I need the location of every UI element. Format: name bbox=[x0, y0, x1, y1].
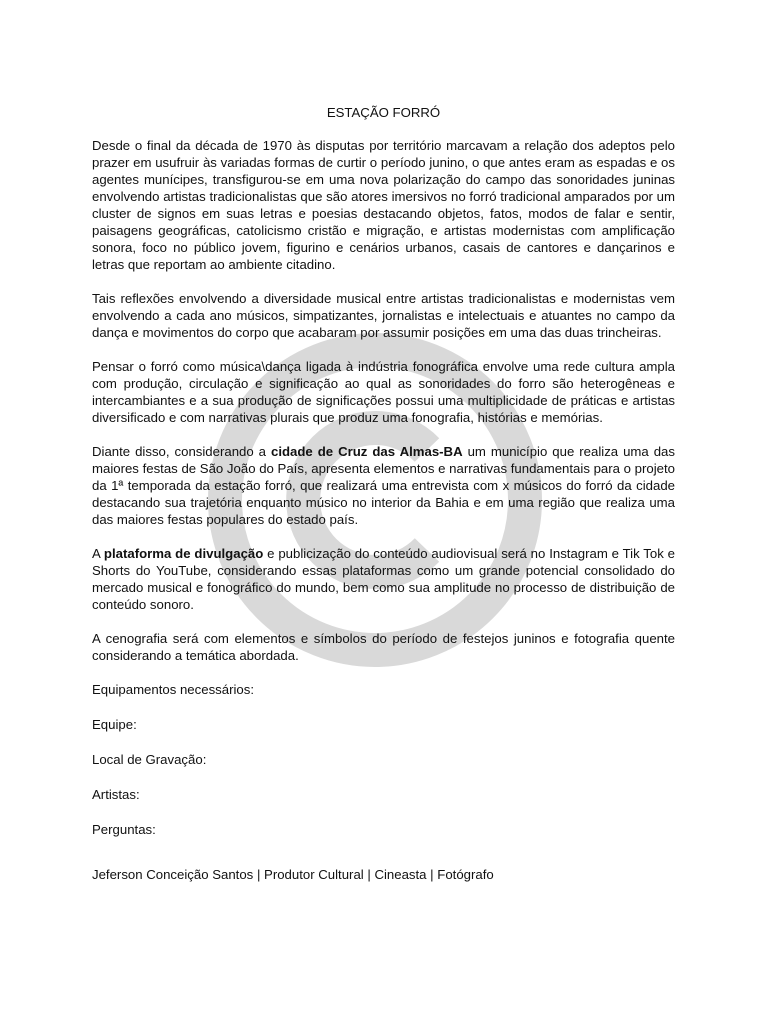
form-field-label: Local de Gravação: bbox=[92, 752, 207, 767]
form-field-label: Perguntas: bbox=[92, 822, 156, 837]
fields-container bbox=[92, 681, 675, 838]
document-body bbox=[92, 104, 675, 883]
body-paragraph bbox=[92, 443, 675, 528]
paragraph-text: um município que realiza uma das maiores festas de São João do País, apresenta elementos e narrativas fundamentais para o projeto da 1ª temporada da estação forró, que realizará uma entrevista com x músicos do forró da cidade destacando sua trajetória enquanto músico no interior da Bahia e em uma região que realiza uma das maiores festas populares do estado país. bbox=[92, 444, 675, 527]
form-field-label: Equipe: bbox=[92, 717, 137, 732]
document-title: ESTAÇÃO FORRÓ bbox=[326, 105, 441, 120]
paragraph-text: e publicização do conteúdo audiovisual será no Instagram e Tik Tok e Shorts do YouTube, considerando essas plataformas como um grande potencial consolidado do mercado musical e fonográfico do mundo, bem como sua amplitude no processo de distribuição de conteúdo sonoro. bbox=[92, 546, 676, 612]
signature-line: Jeferson Conceição Santos | Produtor Cultural | Cineasta | Fotógrafo bbox=[92, 867, 494, 882]
body-paragraph bbox=[92, 290, 675, 341]
bold-phrase: cidade de Cruz das Almas-BA bbox=[270, 444, 463, 459]
paragraph-text: Tais reflexões envolvendo a diversidade musical entre artistas tradicionalistas e modernistas vem envolvendo a cada ano músicos, simpatizantes, jornalistas e intelectuais e atuantes no campo da dança e movimentos do corpo que acabaram por assumir posições em uma das duas trincheiras. bbox=[92, 291, 675, 340]
paragraph-text: Diante disso, considerando a bbox=[92, 444, 271, 459]
paragraph-text: Pensar o forró como música\dança ligada à indústria fonográfica envolve uma rede cultura ampla com produção, circulação e significação ao qual as sonoridades do forro são heterogêneas e intercambiantes e a sua produção de significações possui uma multiplicidade de práticas e artistas diversificado e com narrativas plurais que produz uma fonografia, histórias e memórias. bbox=[92, 359, 675, 425]
form-field-label: Artistas: bbox=[92, 787, 140, 802]
body-paragraph bbox=[92, 630, 675, 664]
paragraph-text: A cenografia será com elementos e símbolos do período de festejos juninos e fotografia quente considerando a temática abordada. bbox=[92, 631, 675, 663]
paragraph-text: A bbox=[92, 546, 104, 561]
paragraphs-container bbox=[92, 137, 675, 664]
body-paragraph bbox=[92, 545, 675, 613]
bold-phrase: plataforma de divulgação bbox=[103, 546, 264, 561]
body-paragraph bbox=[92, 137, 675, 273]
body-paragraph bbox=[92, 358, 675, 426]
form-field-label: Equipamentos necessários: bbox=[92, 682, 255, 697]
paragraph-text: Desde o final da década de 1970 às disputas por território marcavam a relação dos adeptos pelo prazer em usufruir às variadas formas de curtir o período junino, o que antes eram as espadas e os agentes munícipes, transfigurou-se em uma nova polarização do campo das sonoridades juninas envolvendo artistas tradicionalistas que são atores imersivos no forró tradicional amparados por um cluster de signos em suas letras e poesias destacando objetos, fatos, modos de falar e sentir, paisagens geográficas, catolicismo cristão e migração, e artistas modernistas com amplificação sonora, foco no público jovem, figurino e cenários urbanos, casais de cantores e dançarinos e letras que reportam ao ambiente citadino. bbox=[92, 138, 675, 272]
